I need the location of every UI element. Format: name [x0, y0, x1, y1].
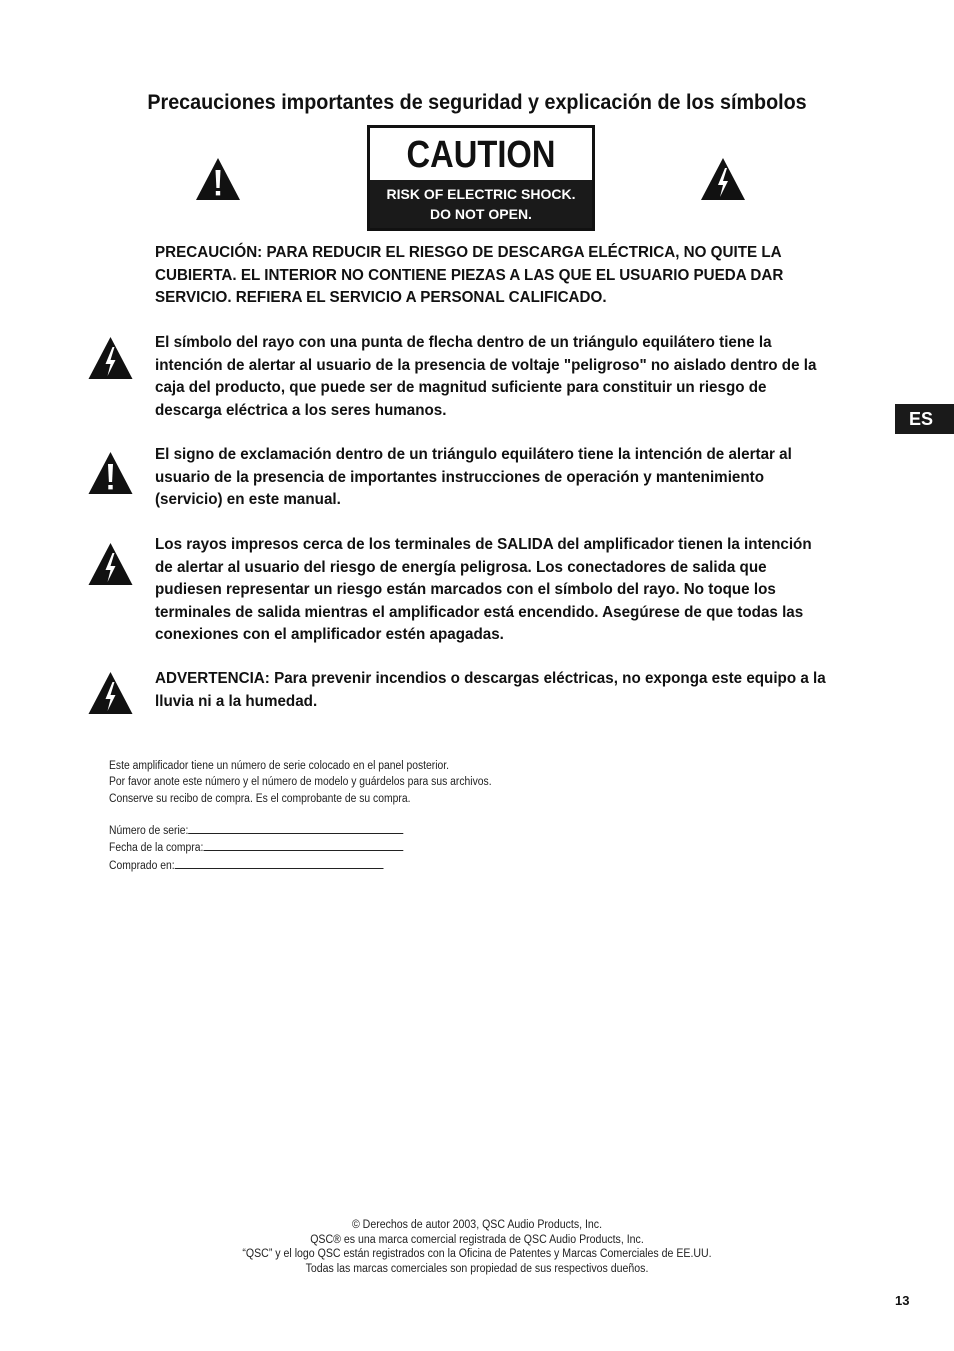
language-tab: ES — [895, 404, 954, 434]
exclamation-triangle-icon — [87, 450, 134, 496]
footer-line: “QSC” y el logo QSC están registrados con la Oficina de Patentes y Marcas Comerciales de EE.UU. — [242, 1248, 712, 1260]
purchase-place-field — [109, 857, 403, 874]
caution-warning-band — [370, 180, 592, 228]
caution-line-2: DO NOT OPEN. — [430, 206, 532, 222]
exclamation-triangle-icon — [195, 156, 241, 202]
purchase-place-blank — [175, 857, 384, 869]
serial-info-block — [109, 758, 492, 807]
footer-line: QSC® es una marca comercial registrada de QSC Audio Products, Inc. — [310, 1233, 644, 1246]
page-title: Precauciones importantes de seguridad y explicación de los símbolos — [147, 91, 807, 114]
lightning-triangle-icon — [87, 335, 134, 381]
serial-number-label: Número de serie: — [109, 825, 189, 837]
page-number: 13 — [895, 1293, 910, 1308]
lightning-triangle-icon — [87, 541, 134, 587]
precaucion-paragraph: PRECAUCIÓN: PARA REDUCIR EL RIESGO DE DESCARGA ELÉCTRICA, NO QUITE LA CUBIERTA. EL INTERIOR NO CONTIENE PIEZAS A LAS QUE EL USUARIO PUEDA DAR SERVICIO. REFIERA EL SERVICIO A PERSONAL CALIFICADO. — [155, 244, 784, 306]
caution-line-1: RISK OF ELECTRIC SHOCK. — [386, 186, 576, 202]
footer-line: Todas las marcas comerciales son propiedad de sus respectivos dueños. — [305, 1262, 649, 1275]
purchase-date-blank — [203, 839, 403, 851]
exclamacion-paragraph: El signo de exclamación dentro de un triángulo equilátero tiene la intención de alertar al usuario de la presencia de importantes instrucciones de operación y mantenimiento (servicio) en este manual. — [155, 446, 792, 508]
caution-word: CAUTION — [406, 134, 556, 176]
salida-paragraph: Los rayos impresos cerca de los terminales de SALIDA del amplificador tienen la intención de alertar al usuario del riesgo de energía peligrosa. Los conectadores de salida que pudiesen representar un riesgo están marcados con el símbolo del rayo. No toque los terminales de salida mientras el amplificador está encendido. Asegúrese de que todas las conexiones con el amplificador estén apagadas. — [155, 536, 812, 643]
lightning-triangle-icon — [87, 670, 134, 716]
purchase-date-field — [109, 839, 403, 856]
serial-info-line: Por favor anote este número y el número de modelo y guárdelos para sus archivos. — [109, 776, 492, 789]
purchase-date-label: Fecha de la compra: — [109, 842, 204, 855]
copyright-footer — [0, 1218, 954, 1276]
caution-label — [367, 125, 595, 231]
rayo-paragraph: El símbolo del rayo con una punta de flecha dentro de un triángulo equilátero tiene la intención de alertar al usuario de la presencia de voltaje "peligroso" no aislado dentro de la caja del producto, que puede ser de magnitud suficiente para constituir un riesgo de descarga eléctrica a los seres humanos. — [155, 334, 817, 419]
footer-line: © Derechos de autor 2003, QSC Audio Products, Inc. — [351, 1219, 603, 1231]
advertencia-paragraph: ADVERTENCIA: Para prevenir incendios o descargas eléctricas, no exponga este equipo a la lluvia ni a la humedad. — [155, 670, 826, 710]
serial-number-blank — [188, 822, 403, 834]
lightning-triangle-icon — [700, 156, 746, 202]
record-fields — [109, 822, 403, 874]
serial-info-line: Conserve su recibo de compra. Es el comprobante de su compra. — [109, 792, 411, 805]
purchase-place-label: Comprado en: — [109, 859, 175, 872]
serial-number-field — [109, 822, 403, 839]
serial-info-line: Este amplificador tiene un número de serie colocado en el panel posterior. — [109, 760, 450, 772]
